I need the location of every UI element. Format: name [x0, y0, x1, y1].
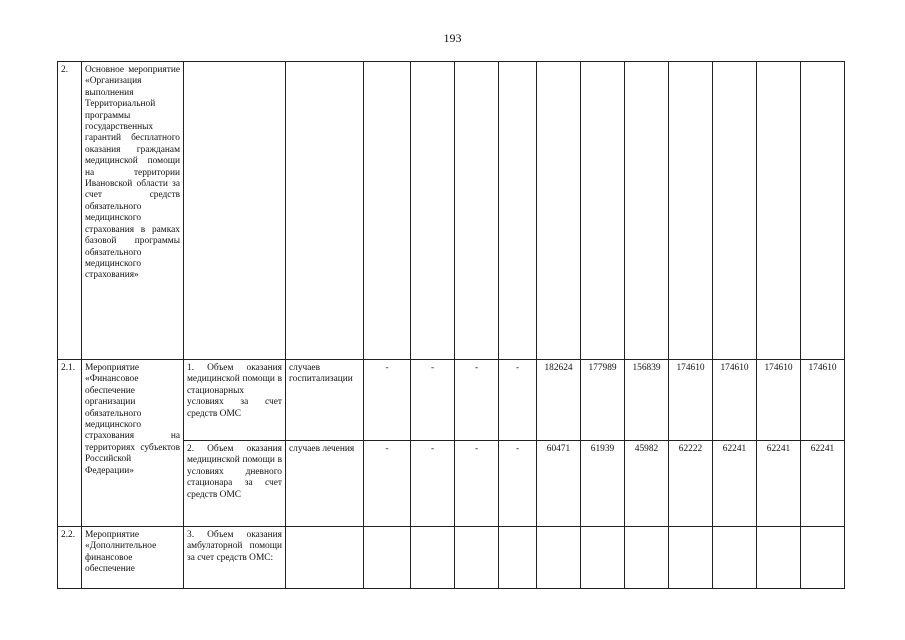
value-cell [499, 527, 537, 589]
value-cell: 156839 [625, 360, 669, 441]
value-cell [669, 62, 713, 360]
value-cell: 62241 [713, 441, 757, 527]
value-cell [364, 527, 411, 589]
activity-name: Мероприятие «Дополнительное финансовое обеспечение [82, 527, 184, 589]
value-cell: - [455, 441, 499, 527]
page-number: 193 [443, 31, 462, 45]
value-cell: 62241 [757, 441, 801, 527]
value-cell: - [364, 360, 411, 441]
value-cell: - [455, 360, 499, 441]
value-cell: - [411, 441, 455, 527]
value-cell: 174610 [801, 360, 845, 441]
indicator-name: 1. Объем оказания медицинской помощи в стационарных условиях за счет средств ОМС [184, 360, 286, 441]
value-cell [801, 527, 845, 589]
unit-cell: случаев лечения [286, 441, 364, 527]
unit-cell [286, 527, 364, 589]
value-cell: - [499, 360, 537, 441]
indicator-cell [184, 62, 286, 360]
value-cell [455, 527, 499, 589]
value-cell [581, 527, 625, 589]
value-cell [581, 62, 625, 360]
value-cell: 62241 [801, 441, 845, 527]
value-cell: 182624 [537, 360, 581, 441]
value-cell: 174610 [713, 360, 757, 441]
table-row [58, 360, 845, 441]
value-cell: - [499, 441, 537, 527]
value-cell: 61939 [581, 441, 625, 527]
row-number: 2.2. [58, 527, 82, 589]
value-cell [713, 527, 757, 589]
row-number: 2. [58, 62, 82, 360]
activity-name: Основное мероприятие «Организация выполнения Территориальной программы государственных гарантий бесплатного оказания гражданам медицинской помощи на территории Ивановской области за счет средств обязательного медицинского страхования в рамках базовой программы обязательного медицинского страхования» [82, 62, 184, 360]
indicator-name: 3. Объем оказания амбулаторной помощи за счет средств ОМС: [184, 527, 286, 589]
value-cell: 177989 [581, 360, 625, 441]
value-cell [757, 527, 801, 589]
value-cell [537, 62, 581, 360]
value-cell [364, 62, 411, 360]
value-cell [625, 62, 669, 360]
value-cell [757, 62, 801, 360]
row-number: 2.1. [58, 360, 82, 527]
value-cell [625, 527, 669, 589]
table-row [58, 62, 845, 360]
table-row [58, 527, 845, 589]
value-cell [411, 527, 455, 589]
value-cell: 174610 [669, 360, 713, 441]
value-cell: 45982 [625, 441, 669, 527]
value-cell: - [411, 360, 455, 441]
value-cell [411, 62, 455, 360]
value-cell [455, 62, 499, 360]
activity-name: Мероприятие «Финансовое обеспечение организации обязательного медицинского страхования на территориях субъектов Российской Федерации» [82, 360, 184, 527]
unit-cell: случаев госпитализации [286, 360, 364, 441]
program-table [57, 61, 845, 589]
value-cell: 62222 [669, 441, 713, 527]
value-cell: 174610 [757, 360, 801, 441]
indicator-name: 2. Объем оказания медицинской помощи в условиях дневного стационара за счет средств ОМС [184, 441, 286, 527]
value-cell: - [364, 441, 411, 527]
value-cell [537, 527, 581, 589]
value-cell: 60471 [537, 441, 581, 527]
value-cell [499, 62, 537, 360]
unit-cell [286, 62, 364, 360]
value-cell [801, 62, 845, 360]
value-cell [713, 62, 757, 360]
value-cell [669, 527, 713, 589]
